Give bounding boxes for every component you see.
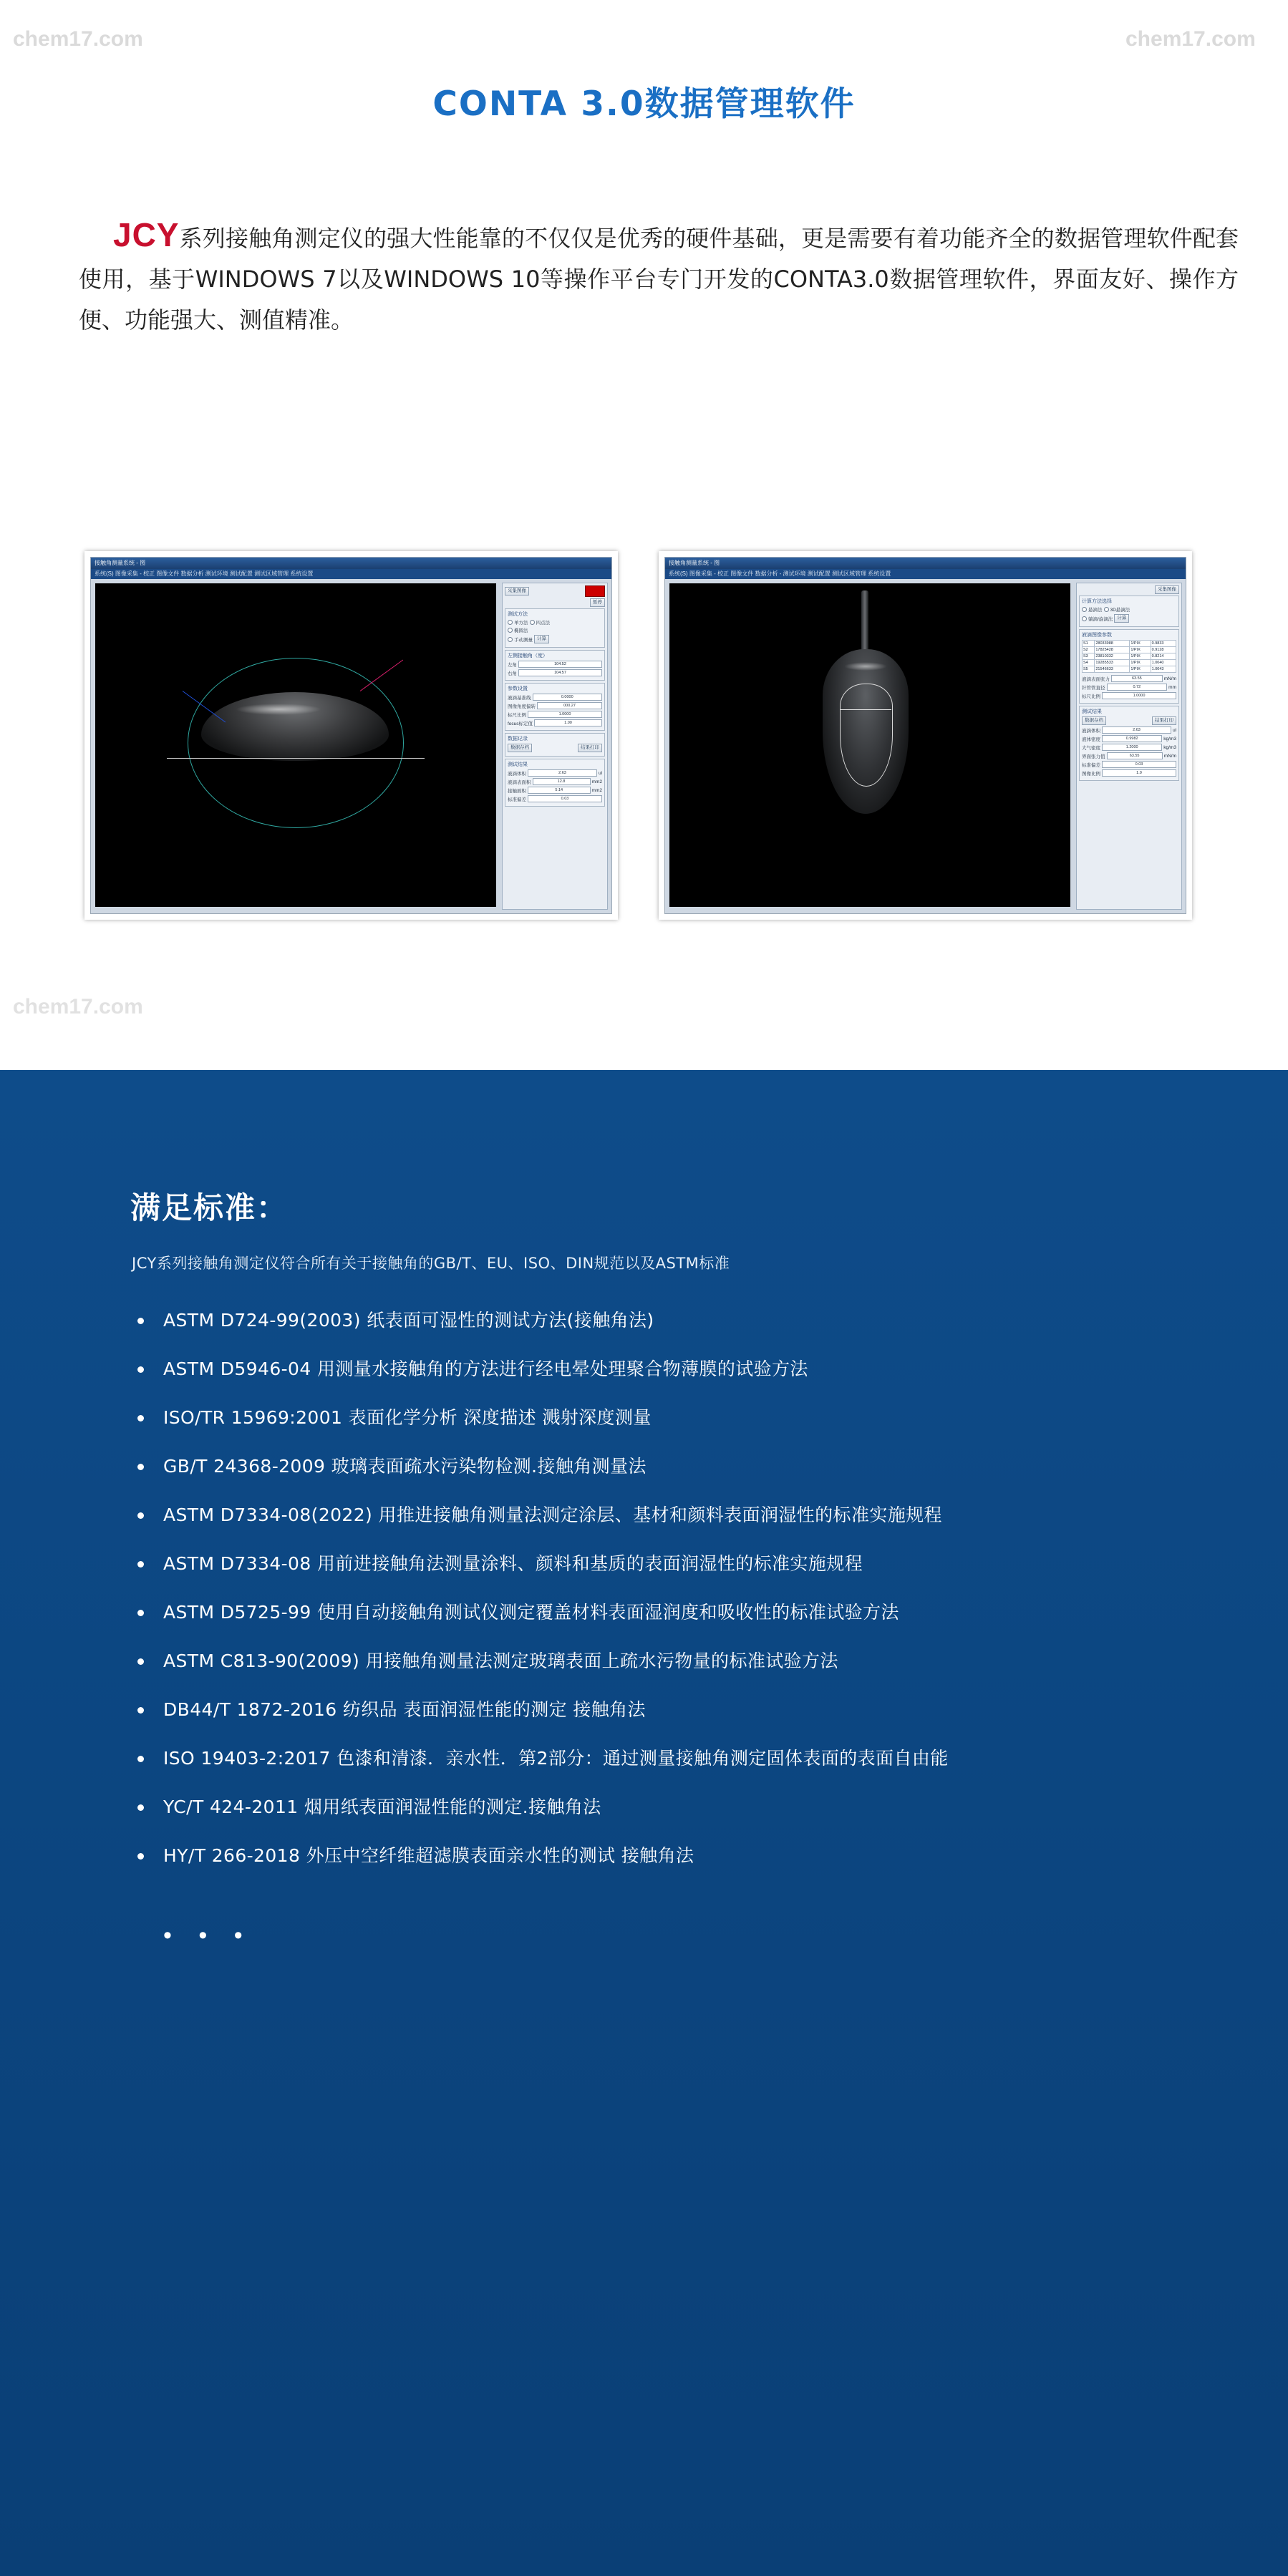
calc-method-row[interactable] [1082, 614, 1176, 623]
table-row [1083, 647, 1176, 653]
method-label: 四点法 [536, 621, 550, 626]
result-label: 图像比例 [1082, 771, 1100, 777]
page-title: CONTA 3.0数据管理软件 [432, 84, 856, 124]
result-group-title: 测试结果 [508, 762, 528, 767]
cell-unit: 1/PIX [1130, 653, 1151, 660]
window-menubar[interactable]: 系统(S) 图像采集 - 校正 图像文件 数据分析 - 测试环境 测试配置 测试区域管理 系统设置 [665, 569, 1186, 579]
needle-diameter-row [1082, 684, 1176, 691]
list-item: ASTM D724-99(2003) 纸表面可湿性的测试方法(接触角法) [130, 1296, 1233, 1345]
result-value: 1.0 [1102, 769, 1176, 777]
list-item: ASTM D5946-04 用测量水接触角的方法进行经电晕处理聚合物薄膜的试验方法 [130, 1345, 1233, 1394]
angle-result-group [505, 650, 605, 681]
standards-title: 满足标准： [130, 1190, 289, 1225]
list-item: ASTM C813-90(2009) 用接触角测量法测定玻璃表面上疏水污物量的标准试验方法 [130, 1637, 1233, 1686]
parameter-label: 液滴基准线 [508, 695, 531, 701]
calc-method-label: 悬滴法 [1088, 608, 1103, 613]
result-group-title: 测试结果 [1082, 709, 1102, 714]
intro-text: 系列接触角测定仪的强大性能靠的不仅仅是优秀的硬件基础，更是需要有着功能齐全的数据管理软件配套使用，基于WINDOWS 7以及WINDOWS 10等操作平台专门开发的CONTA3.0数据管理软件，界面友好、操作方便、功能强大、测值精准。 [79, 225, 1239, 334]
image-canvas[interactable] [669, 583, 1070, 907]
result-row [1082, 752, 1176, 759]
result-label: 液滴体积 [508, 771, 526, 777]
calc-method-group [1079, 596, 1179, 627]
image-canvas[interactable] [95, 583, 496, 907]
method-row[interactable] [508, 619, 602, 626]
calculate-button[interactable]: 计算 [1114, 614, 1129, 623]
parameter-label: 图像角度偏转 [508, 704, 536, 709]
cell-extra: 1.0040 [1151, 660, 1176, 666]
result-label: 液滴体积 [1082, 728, 1100, 734]
needle-diameter-label: 针管管直径 [1082, 685, 1105, 691]
cell-value: 23810332 [1095, 653, 1130, 660]
list-item: GB/T 24368-2009 玻璃表面疏水污染物检测.接触角测量法 [130, 1442, 1233, 1491]
table-row [1083, 660, 1176, 666]
result-value: 0.03 [528, 795, 602, 802]
list-item: ISO/TR 15969:2001 表面化学分析 深度描述 溅射深度测量 [130, 1394, 1233, 1442]
result-row [1082, 761, 1176, 768]
window-titlebar: 接触角测量系统 - 图 [665, 558, 1186, 569]
save-data-button[interactable]: 数据存档 [508, 744, 532, 752]
result-group [1079, 706, 1179, 781]
left-angle-label: 左角 [508, 662, 517, 668]
result-row [508, 778, 602, 785]
result-unit: kg/m3 [1163, 736, 1176, 742]
cell-extra: 0.9833 [1151, 641, 1176, 647]
cell-key: S2 [1083, 647, 1095, 653]
result-unit: kg/m3 [1163, 744, 1176, 750]
capture-image-button[interactable]: 采集图像 [505, 587, 529, 596]
baseline [167, 758, 425, 759]
result-value: 12.8 [533, 778, 591, 785]
cell-unit: 1/PIX [1130, 660, 1151, 666]
capture-image-button[interactable]: 采集图像 [1155, 585, 1179, 594]
parameter-value[interactable]: 1.00 [534, 719, 602, 726]
parameter-value[interactable]: 1.0000 [528, 711, 602, 718]
result-label: 标准偏差 [1082, 762, 1100, 768]
right-tangent-line [360, 660, 403, 691]
result-label: 液滴表面积 [508, 779, 531, 785]
screenshot-surface-tension [659, 551, 1192, 920]
cell-value: 21546633 [1095, 666, 1130, 673]
result-row [1082, 769, 1176, 777]
calculate-button[interactable]: 计算 [534, 635, 549, 643]
list-item: ISO 19403-2:2017 色漆和清漆．亲水性．第2部分：通过测量接触角测定固体表面的表面自由能 [130, 1734, 1233, 1783]
right-angle-row [508, 669, 602, 676]
radio-icon[interactable] [508, 637, 513, 642]
result-unit: ul [1172, 727, 1176, 733]
list-item: ASTM D7334-08 用前进接触角法测量涂料、颜料和基质的表面润湿性的标准实施规程 [130, 1540, 1233, 1588]
result-value: 2.63 [1102, 726, 1171, 734]
calc-method-title: 计算方法选择 [1082, 599, 1112, 604]
table-row [1083, 666, 1176, 673]
tension-unit: mN/m [1163, 676, 1176, 681]
radio-icon[interactable] [1104, 607, 1109, 612]
drop-params-group [1079, 629, 1179, 704]
cell-value: 19285533 [1095, 660, 1130, 666]
right-angle-label: 右角 [508, 671, 517, 676]
parameter-label: focus标定值 [508, 721, 533, 726]
cell-extra: 1.0043 [1151, 666, 1176, 673]
standards-more-indicator: • • • [163, 1922, 253, 1949]
method-row[interactable] [508, 627, 602, 633]
standards-subtitle: JCY系列接触角测定仪符合所有关于接触角的GB/T、EU、ISO、DIN规范以及ASTM标准 [132, 1255, 730, 1272]
left-angle-value[interactable]: 104.52 [518, 661, 602, 668]
result-unit: mm2 [591, 787, 602, 793]
calc-method-label: 3D悬滴法 [1110, 608, 1130, 613]
record-group-title: 数据记录 [508, 737, 528, 742]
color-swatch[interactable] [585, 585, 605, 597]
tension-row [1082, 675, 1176, 682]
radio-icon[interactable] [508, 628, 513, 633]
result-row [1082, 744, 1176, 751]
cell-value: 28033988 [1095, 641, 1130, 647]
record-group [505, 733, 605, 757]
scale-label: 标尺比例 [1082, 694, 1100, 699]
result-value: 1.2000 [1102, 744, 1162, 751]
app-window-surface-tension [664, 557, 1186, 914]
result-value: 5.14 [528, 787, 591, 794]
result-unit: mN/m [1163, 753, 1176, 759]
app-window-contact-angle [90, 557, 612, 914]
standards-section [0, 1070, 1288, 2576]
result-label: 界面张力值 [1082, 754, 1105, 759]
result-label: 标准偏差 [508, 797, 526, 802]
result-value: 0.9982 [1102, 735, 1162, 742]
print-result-button[interactable]: 结果打印 [578, 744, 602, 752]
result-unit: ul [598, 770, 602, 776]
parameter-value[interactable]: 000.27 [537, 702, 602, 709]
result-row [508, 787, 602, 794]
result-unit: mm2 [591, 779, 602, 784]
watermark-mid-left: chem17.com [13, 995, 143, 1019]
window-menubar[interactable]: 系统(S) 图像采集 - 校正 图像文件 数据分析 测试环境 测试配置 测试区域管理 系统设置 [91, 569, 611, 579]
result-label: 液体密度 [1082, 737, 1100, 742]
scale-value[interactable]: 1.0000 [1102, 692, 1176, 699]
result-row [1082, 726, 1176, 734]
radio-icon[interactable] [1082, 607, 1087, 612]
drop-diameter-line [840, 709, 891, 710]
watermark-top-right: chem17.com [1125, 27, 1256, 51]
method-label: 单方法 [514, 621, 528, 626]
result-row [508, 769, 602, 777]
method-label: 椭圆法 [514, 628, 528, 633]
calc-method-row[interactable] [1082, 606, 1176, 613]
result-label: 大气密度 [1082, 745, 1100, 751]
pause-button[interactable]: 暂停 [590, 598, 605, 607]
cell-unit: 1/PIX [1130, 641, 1151, 647]
list-item: DB44/T 1872-2016 纺织品 表面润湿性能的测定 接触角法 [130, 1686, 1233, 1734]
needle-diameter-value[interactable]: 0.72 [1107, 684, 1168, 691]
radio-icon[interactable] [1082, 616, 1087, 621]
watermark-top-left: chem17.com [13, 27, 143, 51]
result-group [505, 759, 605, 807]
calc-method-label: 躺滴/旋滴法 [1088, 616, 1113, 622]
screenshot-contact-angle [84, 551, 618, 920]
list-item: ASTM D5725-99 使用自动接触角测试仪测定覆盖材料表面湿润度和吸收性的标准试验方法 [130, 1588, 1233, 1637]
drop-params-title: 液滴图像参数 [1082, 633, 1112, 638]
control-panel [1076, 583, 1182, 910]
parameter-row [508, 694, 602, 701]
scale-row [1082, 692, 1176, 699]
save-data-button[interactable]: 数据存档 [1082, 716, 1106, 725]
cell-key: S1 [1083, 641, 1095, 647]
drop-highlight [844, 662, 887, 671]
cell-key: S3 [1083, 653, 1095, 660]
parameter-group [505, 683, 605, 731]
standards-list [130, 1296, 1233, 1880]
list-item: HY/T 266-2018 外压中空纤维超滤膜表面亲水性的测试 接触角法 [130, 1832, 1233, 1880]
print-result-button[interactable]: 结果打印 [1152, 716, 1176, 725]
drop-params-table [1082, 640, 1176, 673]
screenshot-gallery [84, 551, 1201, 923]
method-label: 手动测量 [514, 637, 533, 643]
window-body [665, 579, 1186, 913]
parameter-label: 标尺比例 [508, 712, 526, 718]
parameter-value[interactable]: 0.0000 [533, 694, 603, 701]
cell-key: S5 [1083, 666, 1095, 673]
angle-result-title: 左侧接触角（度） [508, 653, 548, 658]
result-row [508, 795, 602, 802]
tension-value[interactable]: 63.55 [1111, 675, 1163, 682]
list-item: YC/T 424-2011 烟用纸表面润湿性能的测定.接触角法 [130, 1783, 1233, 1832]
method-row[interactable] [508, 635, 602, 643]
parameter-group-title: 参数设置 [508, 686, 528, 691]
radio-icon[interactable] [530, 620, 535, 625]
list-item: ASTM D7334-08(2022) 用推进接触角测量法测定涂层、基材和颜料表面润湿性的标准实施规程 [130, 1491, 1233, 1540]
record-buttons-row [508, 744, 602, 752]
right-angle-value[interactable]: 104.57 [518, 669, 602, 676]
parameter-row [508, 719, 602, 726]
result-value: 0.03 [1102, 761, 1176, 768]
result-buttons-row [1082, 716, 1176, 725]
tension-label: 液滴表面张力 [1082, 676, 1110, 682]
parameter-row [508, 711, 602, 718]
table-row [1083, 653, 1176, 660]
cell-extra: 0.9128 [1151, 647, 1176, 653]
result-row [1082, 735, 1176, 742]
result-value: 63.55 [1107, 752, 1163, 759]
parameter-row [508, 702, 602, 709]
method-group [505, 608, 605, 648]
cell-unit: 1/PIX [1130, 647, 1151, 653]
method-group-title: 测试方法 [508, 612, 528, 617]
needle-diameter-unit: mm [1168, 684, 1176, 690]
intro-paragraph [79, 215, 1239, 341]
cell-key: S4 [1083, 660, 1095, 666]
brand-name: JCY [113, 216, 180, 253]
drop-highlight [236, 704, 321, 715]
result-value: 2.63 [528, 769, 597, 777]
window-body [91, 579, 611, 913]
window-titlebar: 接触角测量系统 - 图 [91, 558, 611, 569]
drop-contour-overlay [840, 684, 893, 787]
table-row [1083, 641, 1176, 647]
result-label: 接触面积 [508, 788, 526, 794]
left-angle-row [508, 661, 602, 668]
radio-icon[interactable] [508, 620, 513, 625]
control-panel [502, 583, 608, 910]
cell-extra: 0.8214 [1151, 653, 1176, 660]
cell-unit: 1/PIX [1130, 666, 1151, 673]
cell-value: 17825428 [1095, 647, 1130, 653]
